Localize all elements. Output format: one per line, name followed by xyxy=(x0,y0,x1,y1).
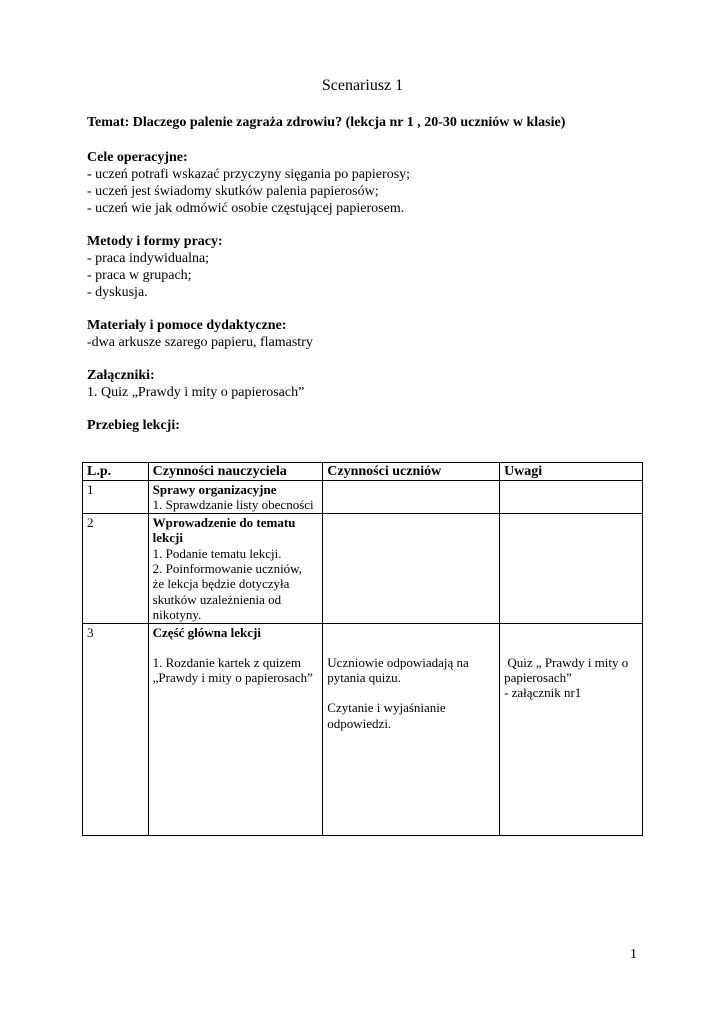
methods-item: - dyskusja. xyxy=(87,285,148,300)
goals-item: - uczeń jest świadomy skutków palenia papierosów; xyxy=(87,184,379,199)
lesson-plan-table xyxy=(82,462,643,836)
teacher-activity-cell xyxy=(148,481,323,514)
goals-item: - uczeń wie jak odmówić osobie częstującej papierosem. xyxy=(87,201,405,216)
document-body xyxy=(87,114,647,434)
student-activity-line: odpowiedzi. xyxy=(327,715,392,731)
teacher-activity-title: lekcji xyxy=(152,530,183,546)
row-number-cell: 2 xyxy=(83,513,149,623)
header-cell-students: Czynności uczniów xyxy=(323,463,500,481)
cell-spacer xyxy=(153,640,320,655)
header-cell-teacher: Czynności nauczyciela xyxy=(148,463,323,481)
teacher-activity-line: skutków uzależnienia od xyxy=(152,591,282,607)
notes-line: Quiz „ Prawdy i mity o xyxy=(504,654,629,670)
materials-heading: Materiały i pomoce dydaktyczne: xyxy=(87,318,287,333)
student-activity-cell xyxy=(323,481,500,514)
notes-line: papierosach” xyxy=(504,670,572,686)
methods-item: - praca indywidualna; xyxy=(87,251,210,266)
row-number-cell: 3 xyxy=(83,623,149,835)
course-heading: Przebieg lekcji: xyxy=(87,418,180,433)
student-activity-cell xyxy=(323,623,500,835)
student-activity-line: pytania quizu. xyxy=(327,670,401,686)
notes-cell xyxy=(500,623,643,835)
cell-spacer xyxy=(504,640,639,655)
cell-spacer xyxy=(327,640,496,655)
attachments-heading: Załączniki: xyxy=(87,368,155,383)
teacher-activity-line: 1. Podanie tematu lekcji. xyxy=(152,545,282,561)
attachments-item: 1. Quiz „Prawdy i mity o papierosach” xyxy=(87,385,305,400)
student-activity-line: Uczniowie odpowiadają na xyxy=(327,654,469,670)
teacher-activity-line: „Prawdy i mity o papierosach” xyxy=(152,670,313,686)
teacher-activity-line: 1. Rozdanie kartek z quizem xyxy=(152,655,301,671)
cell-spacer xyxy=(504,625,639,640)
cell-spacer xyxy=(327,625,496,640)
table-row xyxy=(83,481,643,514)
page-title: Scenariusz 1 xyxy=(321,77,404,94)
notes-cell xyxy=(500,481,643,514)
row-number-cell: 1 xyxy=(83,481,149,514)
teacher-activity-cell xyxy=(148,623,323,835)
goals-item: - uczeń potrafi wskazać przyczyny sięgania po papierosy; xyxy=(87,167,411,182)
teacher-activity-title: Część główna lekcji xyxy=(152,624,261,640)
notes-line: - załącznik nr1 xyxy=(504,685,582,701)
materials-item: -dwa arkusze szarego papieru, flamastry xyxy=(87,335,313,350)
teacher-activity-line: że lekcja będzie dotyczyła xyxy=(152,576,290,592)
teacher-activity-title: Sprawy organizacyjne xyxy=(152,482,277,497)
teacher-activity-line: 1. Sprawdzanie listy obecności xyxy=(152,497,314,513)
header-cell-lp: L.p. xyxy=(83,463,149,481)
cell-spacer xyxy=(327,685,496,700)
student-activity-line: Czytanie i wyjaśnianie xyxy=(327,700,446,716)
teacher-activity-title: Wprowadzenie do tematu xyxy=(152,514,296,530)
header-cell-notes: Uwagi xyxy=(500,463,643,481)
table-row xyxy=(83,513,643,623)
methods-heading: Metody i formy pracy: xyxy=(87,234,223,249)
table-row xyxy=(83,623,643,835)
topic-heading: Temat: Dlaczego palenie zagraża zdrowiu? (lekcja nr 1 , 20-30 uczniów w klasie) xyxy=(87,115,566,130)
student-activity-cell xyxy=(323,513,500,623)
page-number: 1 xyxy=(630,947,637,962)
teacher-activity-line: 2. Poinformowanie uczniów, xyxy=(152,561,302,577)
teacher-activity-cell xyxy=(148,513,323,623)
goals-heading: Cele operacyjne: xyxy=(87,150,188,165)
table-header-row xyxy=(83,463,643,481)
teacher-activity-line: nikotyny. xyxy=(152,607,202,623)
methods-item: - praca w grupach; xyxy=(87,268,192,283)
notes-cell xyxy=(500,513,643,623)
